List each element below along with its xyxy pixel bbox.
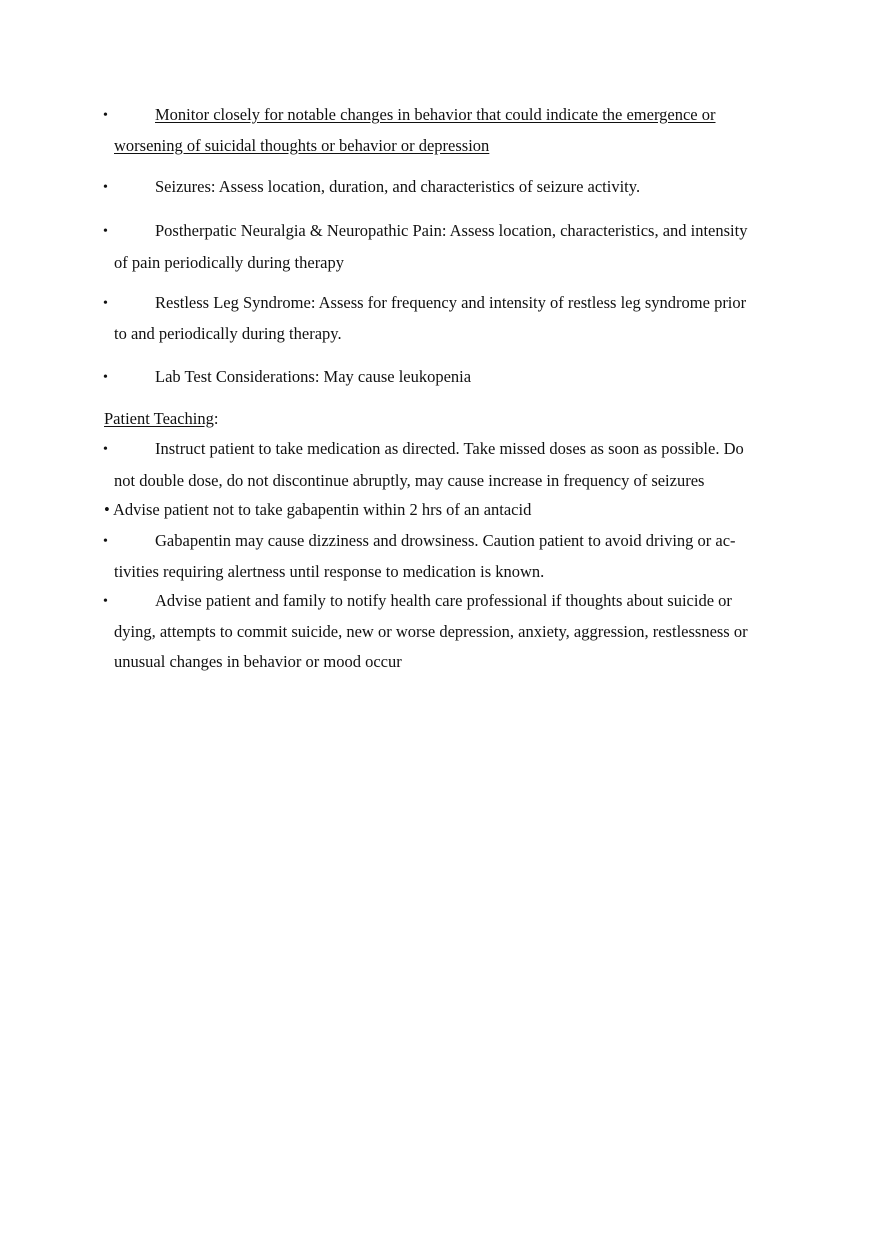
monitor-item-line-1: Monitor closely for notable changes in behavior that could indicate the emergence or: [155, 105, 716, 124]
bullet-icon: •: [103, 108, 108, 123]
dizziness-item-line-2: tivities requiring alertness until response to medication is known.: [114, 562, 545, 581]
bullet-icon: •: [103, 534, 108, 549]
heading-colon: :: [213, 409, 219, 428]
bullet-icon: •: [103, 224, 108, 239]
bullet-icon: •: [103, 180, 108, 195]
suicide-warning-item-line-3: unusual changes in behavior or mood occur: [114, 652, 402, 671]
lab-test-item: Lab Test Considerations: May cause leukopenia: [155, 367, 472, 386]
suicide-warning-item-line-2: dying, attempts to commit suicide, new or worse depression, anxiety, aggression, restlessness or: [114, 622, 748, 641]
antacid-item: • Advise patient not to take gabapentin within 2 hrs of an antacid: [104, 500, 532, 519]
instruct-item-line-1: Instruct patient to take medication as directed. Take missed doses as soon as possible. Do: [155, 439, 744, 458]
bullet-icon: •: [103, 594, 108, 609]
bullet-icon: •: [103, 370, 108, 385]
instruct-item-line-2: not double dose, do not discontinue abruptly, may cause increase in frequency of seizures: [114, 471, 705, 490]
restless-leg-item-line-2: to and periodically during therapy.: [114, 324, 342, 343]
neuralgia-item-line-1: Postherpatic Neuralgia & Neuropathic Pain: Assess location, characteristics, and intensity: [155, 221, 748, 240]
patient-teaching-heading-text: Patient Teaching: [104, 409, 214, 428]
dizziness-item-line-1: Gabapentin may cause dizziness and drowsiness. Caution patient to avoid driving or ac-: [155, 531, 736, 550]
patient-teaching-heading: [104, 409, 218, 429]
bullet-icon: •: [103, 296, 108, 311]
bullet-icon: •: [103, 442, 108, 457]
neuralgia-item-line-2: of pain periodically during therapy: [114, 253, 345, 272]
suicide-warning-item-line-1: Advise patient and family to notify health care professional if thoughts about suicide or: [155, 591, 732, 610]
restless-leg-item-line-1: Restless Leg Syndrome: Assess for frequency and intensity of restless leg syndrome prior: [155, 293, 747, 312]
seizures-item: Seizures: Assess location, duration, and characteristics of seizure activity.: [155, 177, 641, 196]
monitor-item-line-2: worsening of suicidal thoughts or behavior or depression: [114, 136, 490, 155]
